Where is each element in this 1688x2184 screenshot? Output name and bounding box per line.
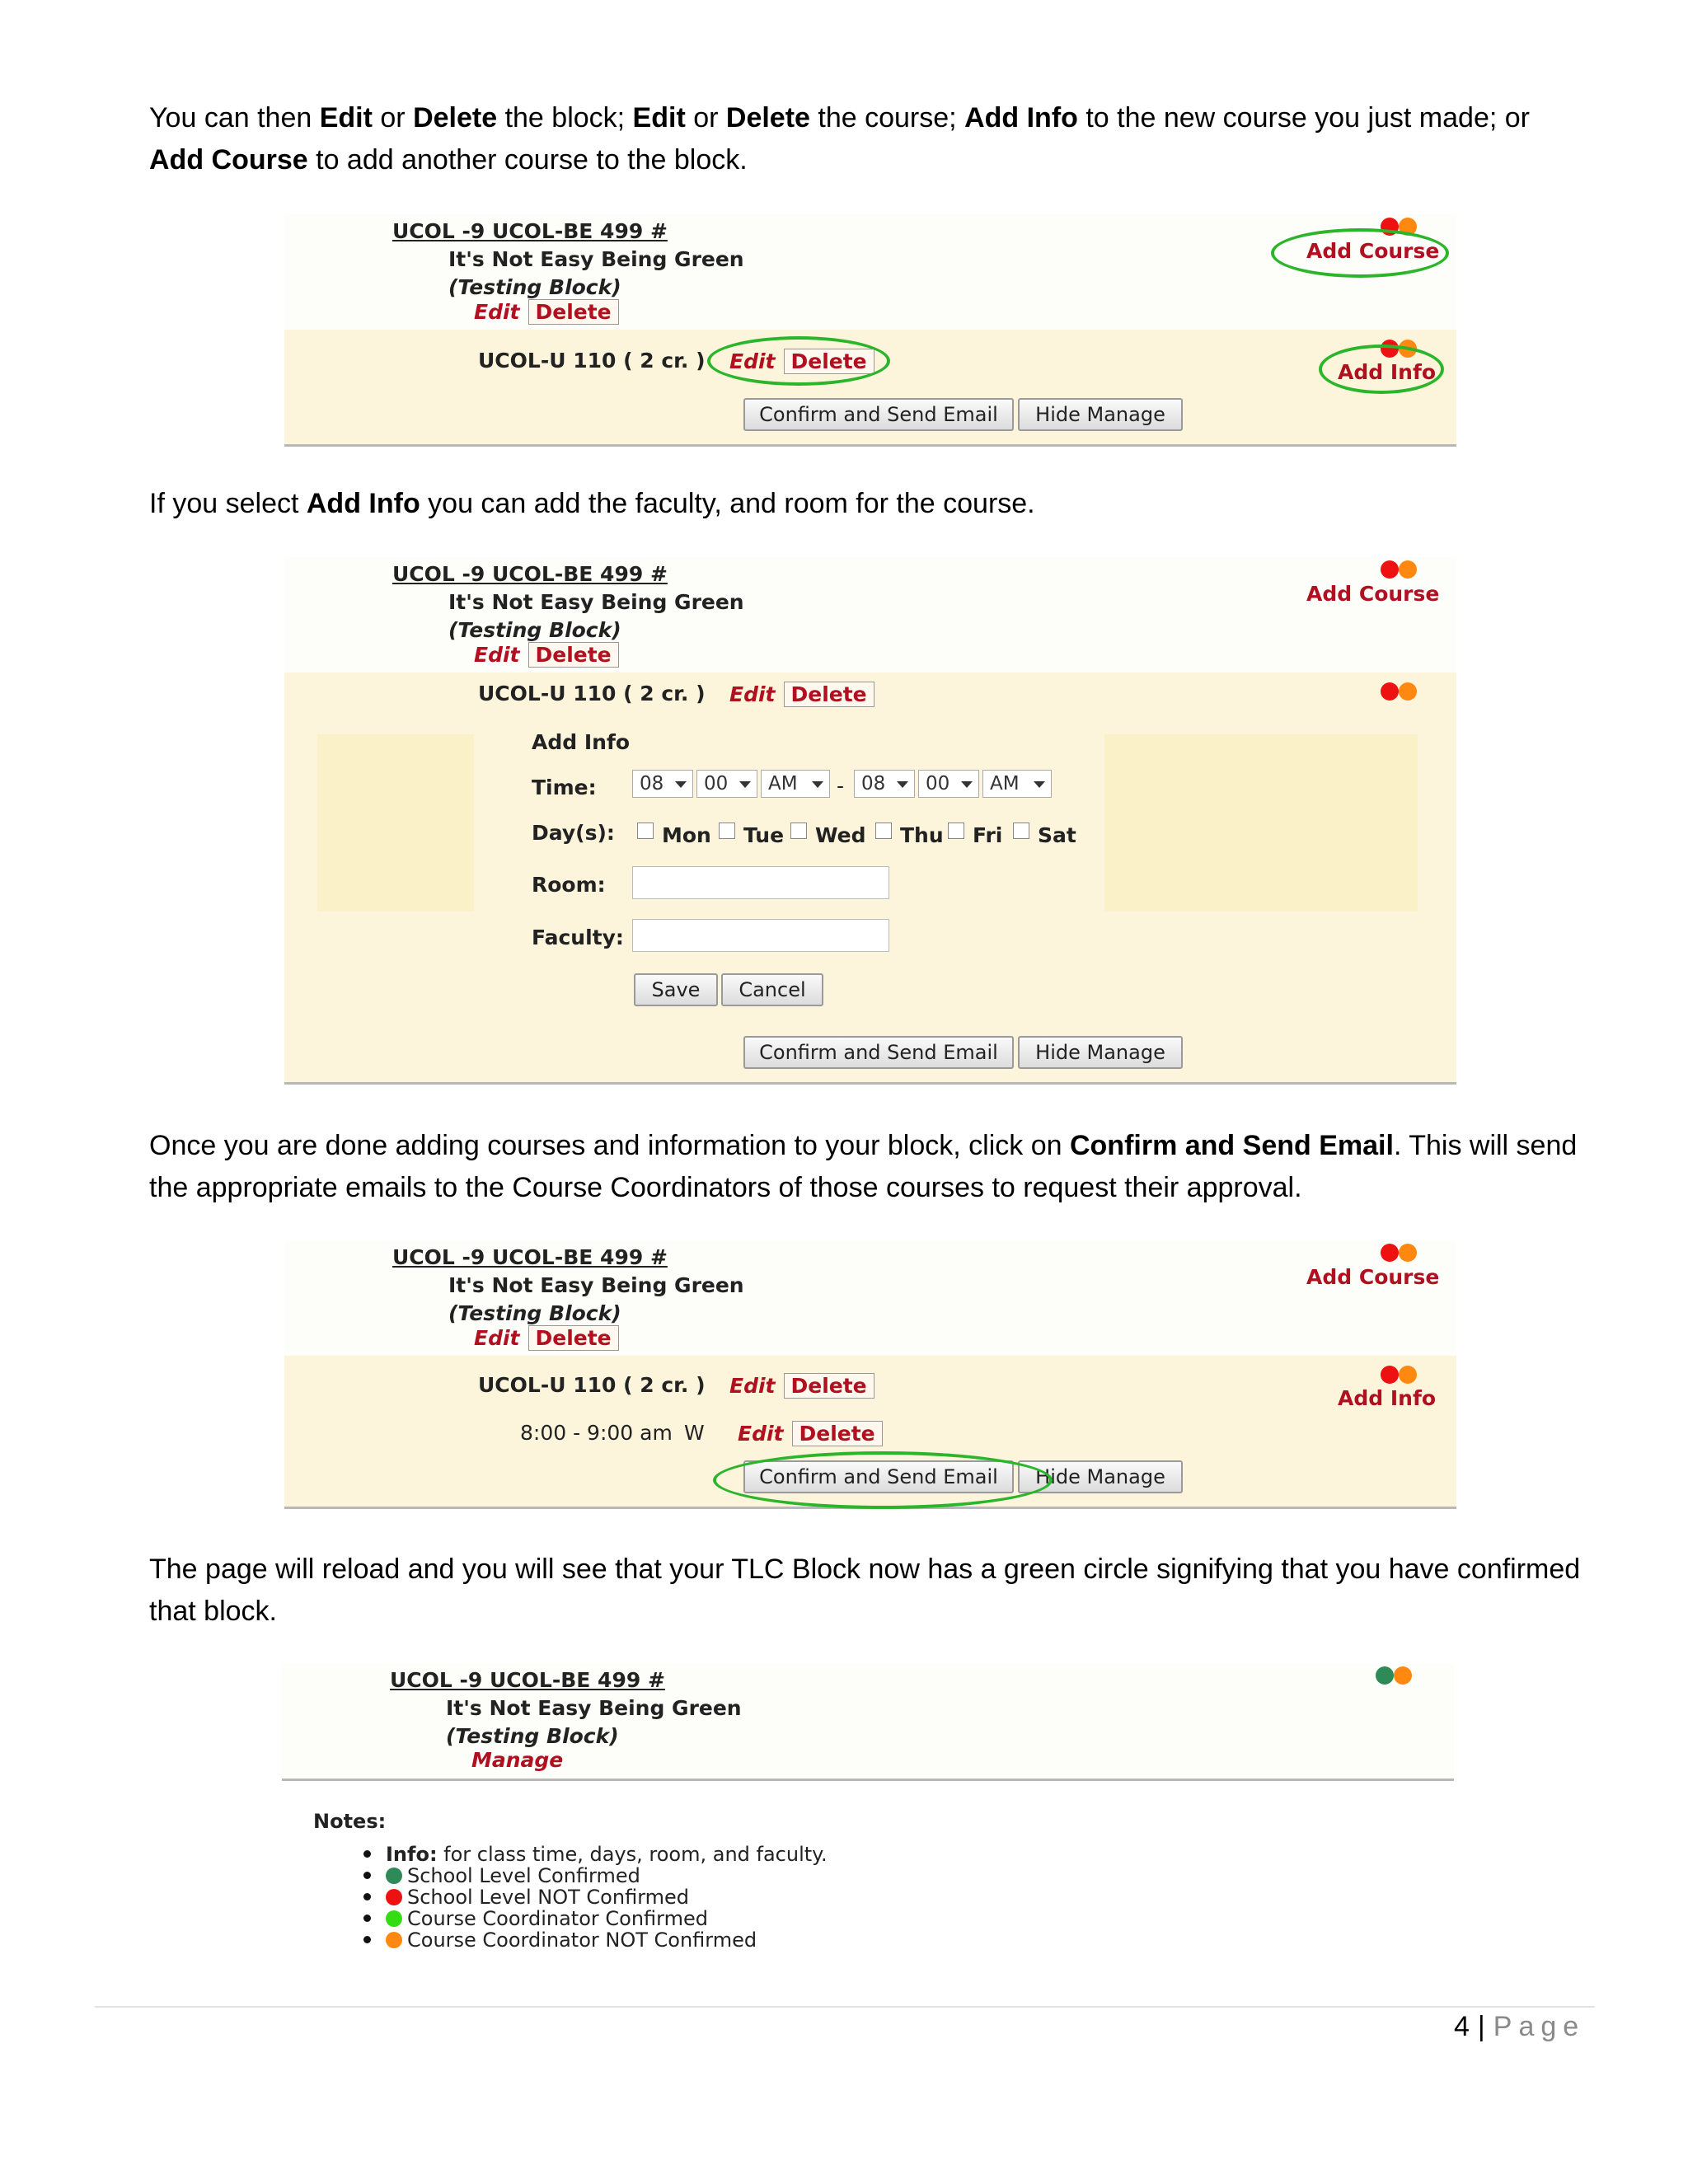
screenshot-add-info-form: [284, 557, 1456, 1085]
course-status-dots: [1381, 1366, 1418, 1384]
block-edit-link[interactable]: Edit: [474, 300, 520, 324]
block-subtitle: (Testing Block): [448, 618, 621, 642]
day-label-mon: Mon: [662, 823, 711, 847]
block-subtitle: (Testing Block): [448, 275, 621, 299]
course-status-dots: [1381, 682, 1418, 701]
legend-coordinator-confirmed: Course Coordinator Confirmed: [386, 1907, 708, 1930]
block-actions: [474, 1325, 619, 1351]
block-status-dots: [1381, 560, 1418, 579]
hide-manage-button[interactable]: Hide Manage: [1018, 1036, 1183, 1069]
save-button[interactable]: Save: [634, 973, 718, 1006]
notes-legend: [313, 1810, 890, 1958]
school-not-confirmed-dot: [1381, 1244, 1399, 1262]
highlight-circle-add-course: [1271, 228, 1449, 278]
coordinator-not-confirmed-dot: [1399, 560, 1417, 579]
schedule-edit-link[interactable]: Edit: [738, 1422, 784, 1446]
day-checkbox-wed[interactable]: [790, 823, 807, 839]
course-actions: [729, 1373, 874, 1399]
notes-info-item: Info: for class time, days, room, and faculty.: [386, 1843, 828, 1866]
end-hour-select[interactable]: 08: [854, 770, 915, 798]
block-delete-button[interactable]: Delete: [528, 1325, 619, 1351]
schedule-time: 8:00 - 9:00 am: [520, 1421, 673, 1445]
instruction-paragraph-3: Once you are done adding courses and information to your block, click on Confirm and Send Email. This will send the appropriate emails to the Course Coordinators of those courses to request their approval.: [149, 1130, 1578, 1203]
legend-school-confirmed: School Level Confirmed: [386, 1864, 640, 1887]
page-number: 4 | Page: [1454, 2011, 1586, 2042]
start-minute-select[interactable]: 00: [696, 770, 757, 798]
start-ampm-select[interactable]: AM: [761, 770, 830, 798]
confirm-send-email-button[interactable]: Confirm and Send Email: [743, 1036, 1014, 1069]
block-subtitle: (Testing Block): [446, 1724, 619, 1748]
course-delete-button[interactable]: Delete: [784, 349, 874, 374]
coordinator-not-confirmed-dot: [386, 1932, 402, 1948]
confirm-send-email-button[interactable]: Confirm and Send Email: [743, 1460, 1014, 1493]
schedule-actions: [738, 1421, 883, 1446]
block-code-link[interactable]: UCOL -9 UCOL-BE 499 #: [392, 219, 668, 243]
block-edit-link[interactable]: Edit: [474, 1326, 520, 1350]
form-side-panel-left: [317, 734, 474, 912]
day-checkbox-tue[interactable]: [719, 823, 735, 839]
course-edit-link[interactable]: Edit: [729, 1374, 776, 1398]
school-not-confirmed-dot: [1381, 682, 1399, 701]
screenshot-add-course: [284, 214, 1456, 447]
day-checkbox-fri[interactable]: [948, 823, 964, 839]
course-edit-link[interactable]: Edit: [729, 349, 776, 373]
highlight-circle-edit-delete: [707, 336, 890, 386]
day-checkbox-mon[interactable]: [637, 823, 654, 839]
highlight-circle-add-info: [1319, 344, 1444, 394]
add-info-link[interactable]: Add Info: [1338, 1386, 1436, 1410]
school-confirmed-dot: [386, 1868, 402, 1884]
day-label-fri: Fri: [973, 823, 1003, 847]
room-label: Room:: [532, 873, 606, 897]
block-delete-button[interactable]: Delete: [528, 642, 619, 668]
block-status-dots: [1381, 1244, 1418, 1262]
block-manage-link[interactable]: Manage: [471, 1748, 564, 1772]
faculty-label: Faculty:: [532, 926, 624, 949]
day-label-thu: Thu: [900, 823, 944, 847]
end-minute-select[interactable]: 00: [918, 770, 979, 798]
coordinator-not-confirmed-dot: [1399, 682, 1417, 701]
room-input[interactable]: [632, 866, 889, 899]
hide-manage-button[interactable]: Hide Manage: [1018, 398, 1183, 431]
block-title: It's Not Easy Being Green: [448, 590, 744, 614]
day-label-sat: Sat: [1038, 823, 1076, 847]
screenshot-confirmed-block: [282, 1663, 1454, 1783]
footer-divider: [95, 2006, 1595, 2008]
coordinator-not-confirmed-dot: [1394, 1666, 1412, 1685]
start-hour-select[interactable]: 08: [632, 770, 693, 798]
legend-coordinator-not-confirmed: Course Coordinator NOT Confirmed: [386, 1929, 757, 1952]
instruction-paragraph-1: You can then Edit or Delete the block; Edit or Delete the course; Add Info to the new course you just made; or Add Course to add another course to the block.: [149, 102, 1530, 176]
school-not-confirmed-dot: [1381, 560, 1399, 579]
course-code: UCOL-U 110 ( 2 cr. ): [478, 682, 706, 705]
add-course-link[interactable]: Add Course: [1306, 1265, 1440, 1289]
schedule-delete-button[interactable]: Delete: [792, 1421, 883, 1446]
block-code-link[interactable]: UCOL -9 UCOL-BE 499 #: [392, 1245, 668, 1269]
coordinator-not-confirmed-dot: [1399, 1244, 1417, 1262]
day-label-tue: Tue: [743, 823, 785, 847]
block-code-link[interactable]: UCOL -9 UCOL-BE 499 #: [390, 1668, 665, 1692]
form-side-panel-right: [1104, 734, 1418, 912]
block-status-dots: [1376, 1666, 1414, 1685]
add-info-heading: Add Info: [532, 730, 630, 754]
block-edit-link[interactable]: Edit: [474, 643, 520, 667]
schedule-day: W: [684, 1421, 705, 1445]
add-course-link[interactable]: Add Course: [1306, 239, 1440, 263]
day-checkbox-sat[interactable]: [1013, 823, 1029, 839]
course-edit-link[interactable]: Edit: [729, 682, 776, 706]
highlight-circle-confirm: [713, 1451, 1053, 1509]
confirm-send-email-button[interactable]: Confirm and Send Email: [743, 398, 1014, 431]
instruction-paragraph-2: If you select Add Info you can add the faculty, and room for the course.: [149, 488, 1035, 519]
school-confirmed-dot: [1376, 1666, 1394, 1685]
course-delete-button[interactable]: Delete: [784, 682, 874, 707]
legend-school-not-confirmed: School Level NOT Confirmed: [386, 1886, 689, 1909]
block-actions: [474, 642, 619, 668]
screenshot-confirm-email: [284, 1240, 1456, 1509]
school-not-confirmed-dot: [386, 1889, 402, 1905]
days-label: Day(s):: [532, 821, 615, 845]
coordinator-not-confirmed-dot: [1399, 1366, 1417, 1384]
block-title: It's Not Easy Being Green: [446, 1696, 742, 1720]
instruction-paragraph-4: The page will reload and you will see that your TLC Block now has a green circle signifying that you have confirmed that block.: [149, 1554, 1581, 1627]
block-title: It's Not Easy Being Green: [448, 1273, 744, 1297]
time-range-dash: -: [837, 774, 845, 798]
block-delete-button[interactable]: Delete: [528, 299, 619, 325]
end-ampm-select[interactable]: AM: [982, 770, 1052, 798]
add-info-link[interactable]: Add Info: [1338, 360, 1436, 384]
course-code: UCOL-U 110 ( 2 cr. ): [478, 1373, 706, 1397]
time-label: Time:: [532, 776, 597, 799]
course-actions: [729, 682, 874, 707]
coordinator-confirmed-dot: [386, 1910, 402, 1927]
day-label-wed: Wed: [815, 823, 866, 847]
block-code-link[interactable]: UCOL -9 UCOL-BE 499 #: [392, 562, 668, 586]
block-actions: [474, 299, 619, 325]
notes-heading: Notes:: [313, 1810, 387, 1833]
hide-manage-button[interactable]: Hide Manage: [1018, 1460, 1183, 1493]
day-checkbox-thu[interactable]: [875, 823, 892, 839]
add-course-link[interactable]: Add Course: [1306, 582, 1440, 606]
block-title: It's Not Easy Being Green: [448, 247, 744, 271]
school-not-confirmed-dot: [1381, 1366, 1399, 1384]
course-code: UCOL-U 110 ( 2 cr. ): [478, 349, 706, 373]
course-delete-button[interactable]: Delete: [784, 1373, 874, 1399]
cancel-button[interactable]: Cancel: [721, 973, 823, 1006]
block-subtitle: (Testing Block): [448, 1301, 621, 1325]
faculty-input[interactable]: [632, 919, 889, 952]
